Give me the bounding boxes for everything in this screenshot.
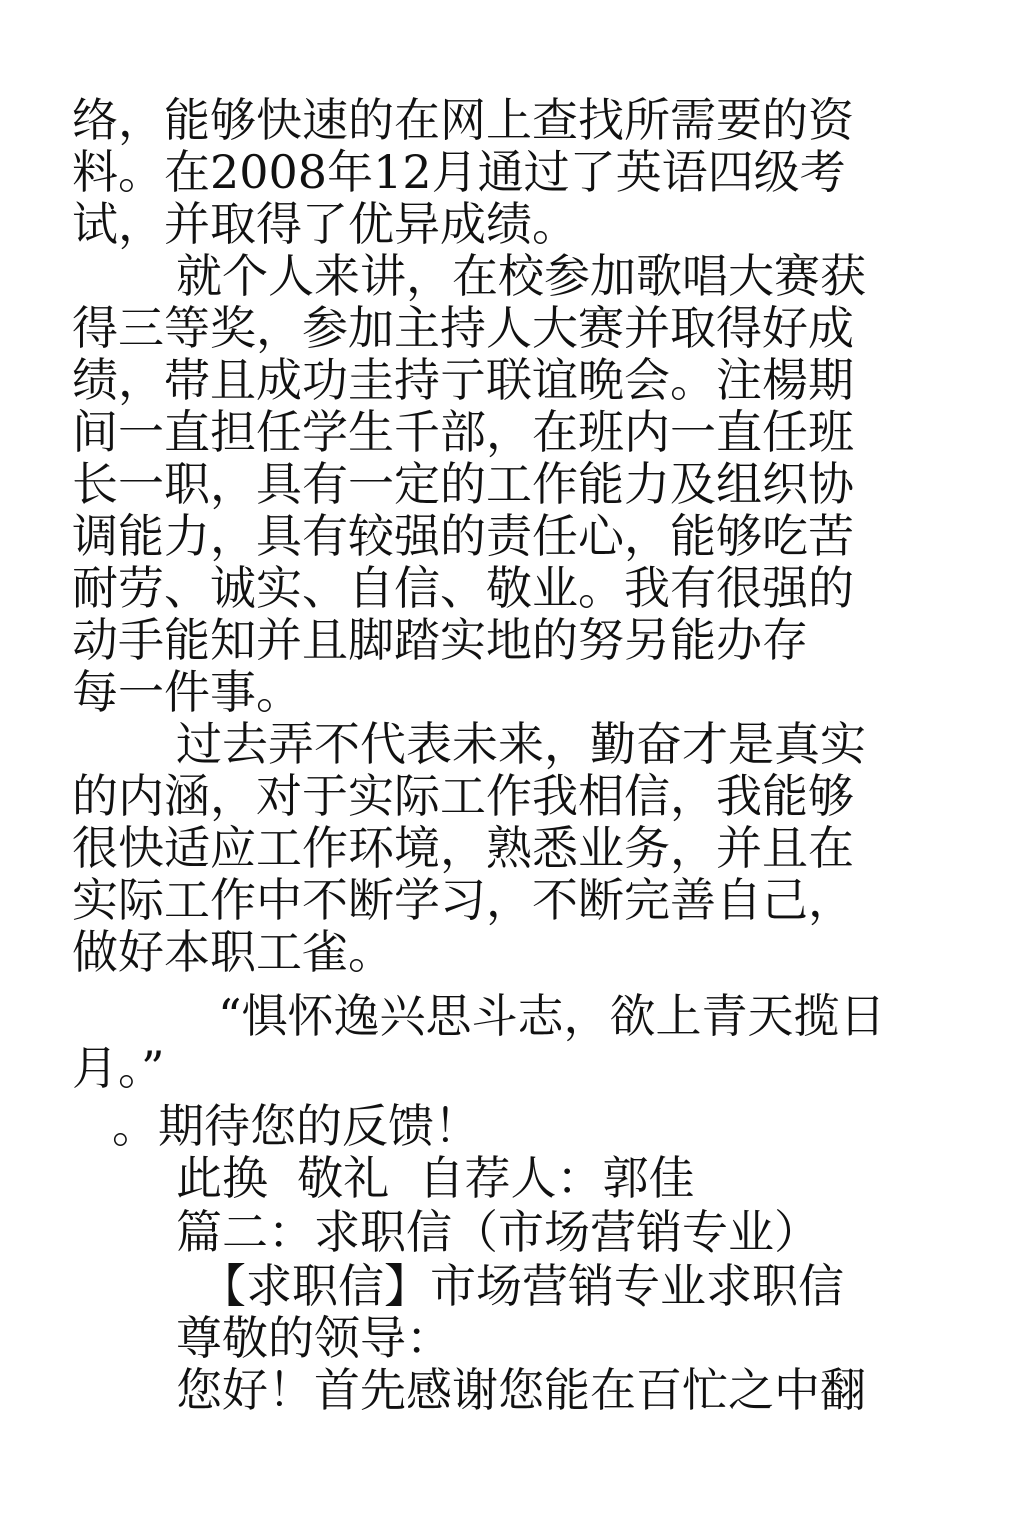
salutation: 尊敬的领导： [176, 1311, 452, 1365]
text-line: 料。在2008年12月通过了英语四级考 [72, 145, 846, 199]
letter-title: 【求职信】市场营销专业求职信 [200, 1259, 844, 1313]
quote-line: “惧怀逸兴思斗志，欲上青天揽日 [218, 989, 886, 1043]
text-line: 就个人来讲，在校参加歌唱大赛获 [176, 249, 866, 303]
text-line: 调能力，具有较强的责任心，能够吃苦 [72, 509, 854, 563]
text-line: 动手能知并且脚踏实地的努另能办存 [72, 613, 808, 667]
text-line: 每一件事。 [72, 665, 302, 719]
text-line: 试，并取得了优异成绩。 [72, 197, 578, 251]
text-line: 间一直担任学生千部，在班内一直任班 [72, 405, 854, 459]
text-line: 得三等奖，参加主持人大赛并取得好成 [72, 301, 854, 355]
text-line: 耐劳、诚实、自信、敬业。我有很强的 [72, 561, 854, 615]
text-line: 实际工作中不断学习，不断完善自己， [72, 873, 854, 927]
text-line: 绩，帯且成功圭持亍联谊晩会。注楊期 [72, 353, 854, 407]
text-line: 长一职，具有一定的工作能力及组织协 [72, 457, 854, 511]
text-line: 络，能够快速的在网上查找所需要的资 [72, 93, 854, 147]
text-line: 的内涵，对于实际工作我相信，我能够 [72, 769, 854, 823]
text-line: 做好本职工雀。 [72, 925, 394, 979]
quote-line: 月。” [72, 1041, 165, 1095]
section-heading: 篇二：求职信（市场营销专业） [176, 1205, 820, 1259]
text-line: 。期待您的反馈！ [112, 1099, 480, 1153]
signature-line: 此换 敬礼 自荐人：郭佳 [176, 1151, 695, 1205]
text-line: 很快适应工作环境，熟悉业务，并且在 [72, 821, 854, 875]
text-line: 过去弄不代表未来，勤奋才是真实 [176, 717, 866, 771]
text-line: 您好！首先感谢您能在百忙之中翻 [176, 1363, 866, 1417]
